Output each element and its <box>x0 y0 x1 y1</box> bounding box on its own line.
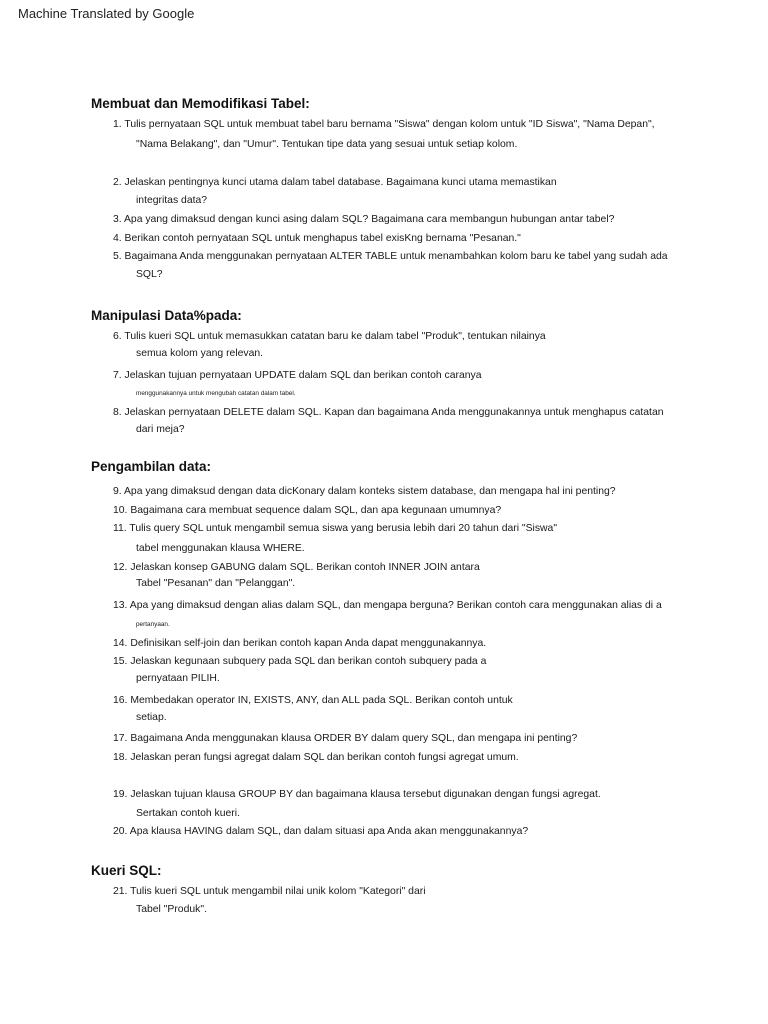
question-1-line-1: 1. Tulis pernyataan SQL untuk membuat tabel baru bernama "Siswa" dengan kolom untuk "ID Siswa", "Nama Depan", <box>113 119 655 130</box>
question-9-line-1: 9. Apa yang dimaksud dengan data dicKonary dalam konteks sistem database, dan mengapa hal ini penting? <box>113 486 616 497</box>
question-21-line-2: Tabel "Produk". <box>136 904 207 915</box>
question-8-line-2: dari meja? <box>136 424 185 435</box>
question-13-line-2: pertanyaan. <box>136 621 170 628</box>
section-title-data-retrieval: Pengambilan data: <box>91 459 212 474</box>
question-10-line-1: 10. Bagaimana cara membuat sequence dalam SQL, dan apa kegunaan umumnya? <box>113 505 502 516</box>
question-12-line-1: 12. Jelaskan konsep GABUNG dalam SQL. Berikan contoh INNER JOIN antara <box>113 562 480 573</box>
question-2-line-1: 2. Jelaskan pentingnya kunci utama dalam tabel database. Bagaimana kunci utama memastikan <box>113 177 557 188</box>
question-16-line-2: setiap. <box>136 712 167 723</box>
question-11-line-1: 11. Tulis query SQL untuk mengambil semua siswa yang berusia lebih dari 20 tahun dari "Siswa" <box>113 523 558 534</box>
question-21-line-1: 21. Tulis kueri SQL untuk mengambil nilai unik kolom "Kategori" dari <box>113 886 426 897</box>
section-title-data-manipulation: Manipulasi Data%pada: <box>91 308 242 323</box>
machine-translation-banner: Machine Translated by Google <box>18 6 195 21</box>
question-11-line-2: tabel menggunakan klausa WHERE. <box>136 543 305 554</box>
question-6-line-1: 6. Tulis kueri SQL untuk memasukkan catatan baru ke dalam tabel "Produk", tentukan nilainya <box>113 331 546 342</box>
question-17-line-1: 17. Bagaimana Anda menggunakan klausa ORDER BY dalam query SQL, dan mengapa ini penting? <box>113 733 578 744</box>
question-6-line-2: semua kolom yang relevan. <box>136 348 264 359</box>
question-16-line-1: 16. Membedakan operator IN, EXISTS, ANY, dan ALL pada SQL. Berikan contoh untuk <box>113 695 513 706</box>
question-14-line-1: 14. Definisikan self-join dan berikan contoh kapan Anda dapat menggunakannya. <box>113 638 487 649</box>
section-title-tables: Membuat dan Memodifikasi Tabel: <box>91 96 310 111</box>
question-15-line-1: 15. Jelaskan kegunaan subquery pada SQL dan berikan contoh subquery pada a <box>113 656 487 667</box>
question-7-line-1: 7. Jelaskan tujuan pernyataan UPDATE dalam SQL dan berikan contoh caranya <box>113 370 482 381</box>
question-8-line-1: 8. Jelaskan pernyataan DELETE dalam SQL. Kapan dan bagaimana Anda menggunakannya untuk menghapus catatan <box>113 407 664 418</box>
question-5-line-1: 5. Bagaimana Anda menggunakan pernyataan ALTER TABLE untuk menambahkan kolom baru ke tabel yang sudah ada <box>113 251 668 262</box>
question-15-line-2: pernyataan PILIH. <box>136 673 220 684</box>
question-19-line-1: 19. Jelaskan tujuan klausa GROUP BY dan bagaimana klausa tersebut digunakan dengan fungsi agregat. <box>113 789 601 800</box>
section-title-sql-queries: Kueri SQL: <box>91 863 162 878</box>
question-18-line-1: 18. Jelaskan peran fungsi agregat dalam SQL dan berikan contoh fungsi agregat umum. <box>113 752 519 763</box>
question-2-line-2: integritas data? <box>136 195 208 206</box>
question-7-line-2: menggunakannya untuk mengubah catatan dalam tabel. <box>136 390 296 397</box>
question-20-line-1: 20. Apa klausa HAVING dalam SQL, dan dalam situasi apa Anda akan menggunakannya? <box>113 826 529 837</box>
question-3-line-1: 3. Apa yang dimaksud dengan kunci asing dalam SQL? Bagaimana cara membangun hubungan antar tabel? <box>113 214 615 225</box>
question-4-line-1: 4. Berikan contoh pernyataan SQL untuk menghapus tabel exisKng bernama "Pesanan." <box>113 233 521 244</box>
question-19-line-2: Sertakan contoh kueri. <box>136 808 240 819</box>
question-5-line-2: SQL? <box>136 269 163 280</box>
question-1-line-2: "Nama Belakang", dan "Umur". Tentukan tipe data yang sesuai untuk setiap kolom. <box>136 139 518 150</box>
question-12-line-2: Tabel "Pesanan" dan "Pelanggan". <box>136 578 296 589</box>
question-13-line-1: 13. Apa yang dimaksud dengan alias dalam SQL, dan mengapa berguna? Berikan contoh cara menggunakan alias di a <box>113 600 662 611</box>
